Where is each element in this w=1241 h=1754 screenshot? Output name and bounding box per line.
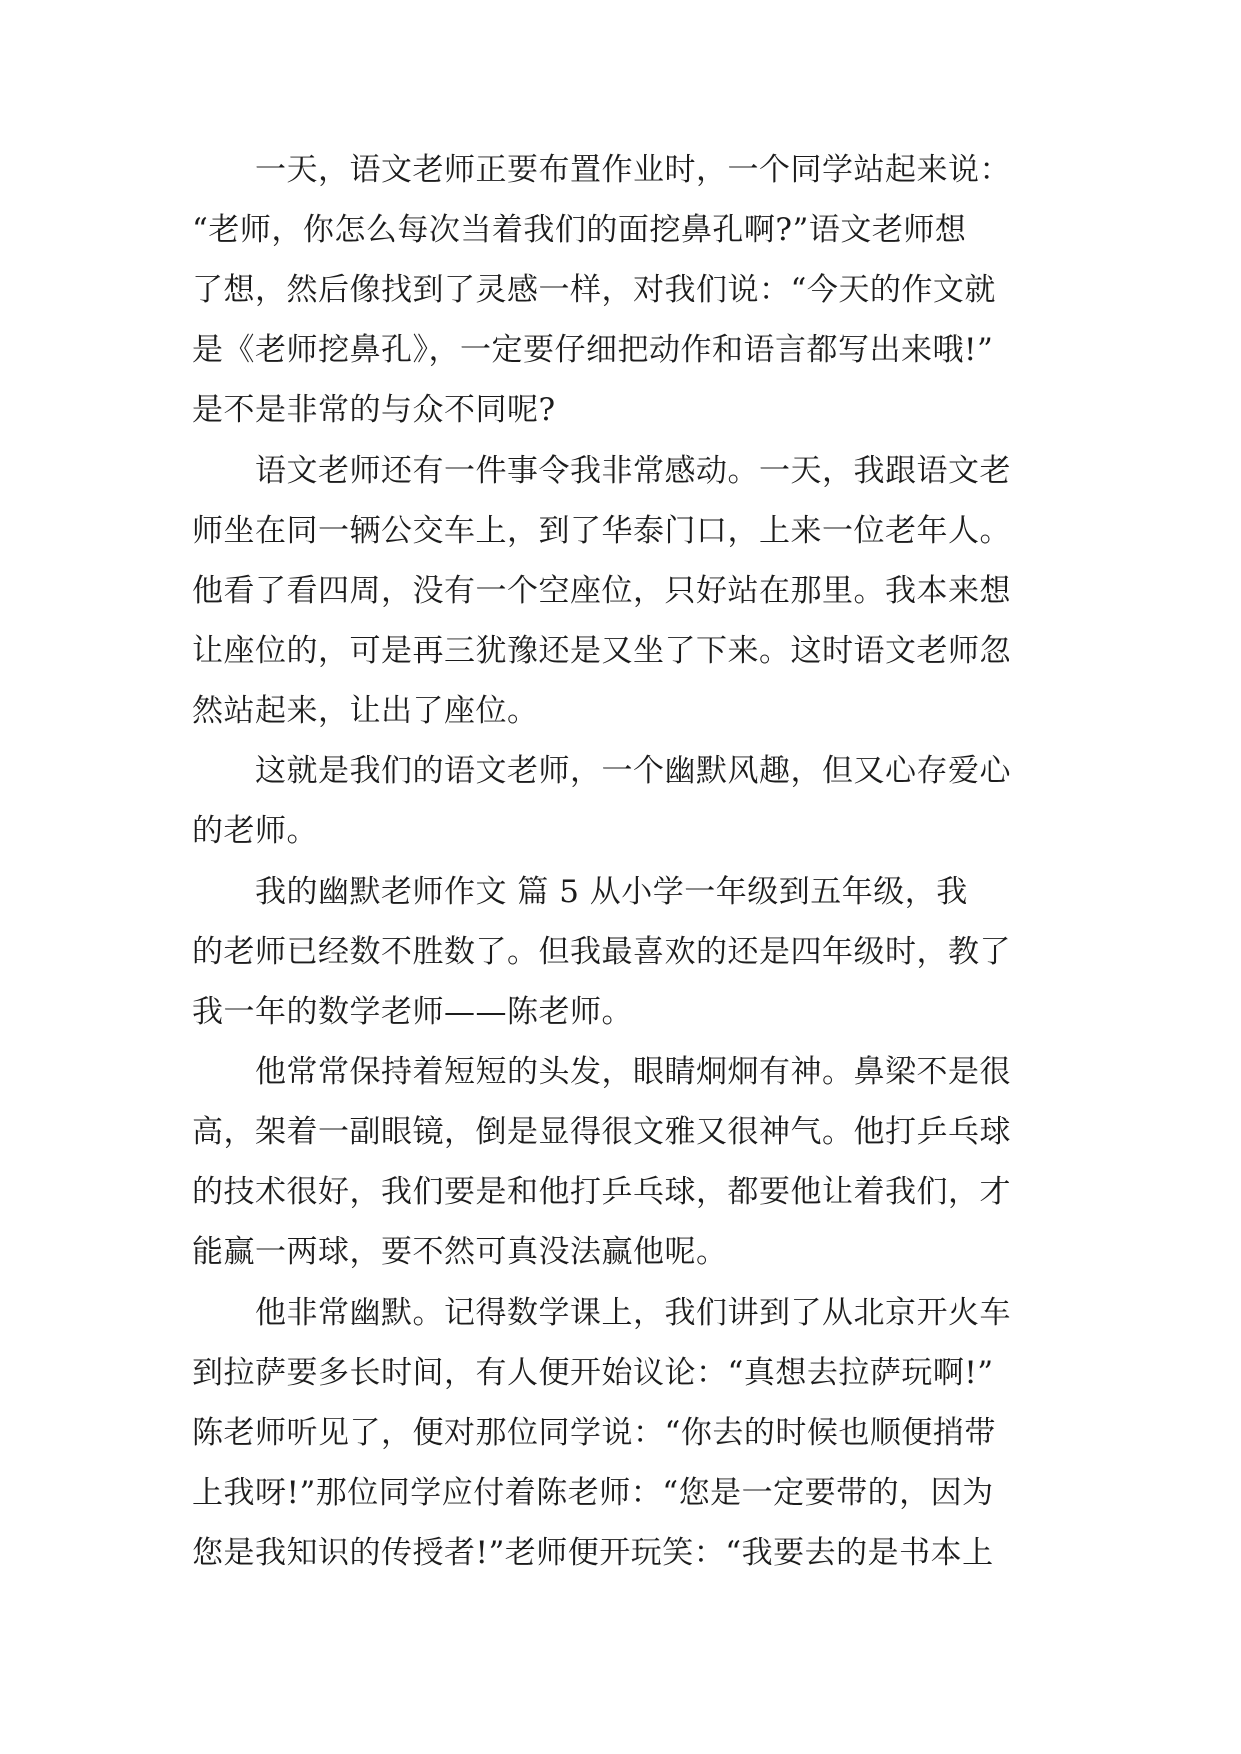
text-line: 高，架着一副眼镜，倒是显得很文雅又很神气。他打乒乓球: [192, 1114, 1011, 1150]
text-line: 能赢一两球，要不然可真没法赢他呢。: [192, 1234, 728, 1270]
text-line: 让座位的，可是再三犹豫还是又坐了下来。这时语文老师忽: [192, 633, 1011, 669]
section-heading-line: 我的幽默老师作文 篇 5 从小学一年级到五年级，我: [255, 874, 968, 910]
text-line: 他非常幽默。记得数学课上，我们讲到了从北京开火车: [255, 1295, 1011, 1331]
text-line: 他常常保持着短短的头发，眼睛炯炯有神。鼻梁不是很: [255, 1054, 1011, 1090]
text-line: 语文老师还有一件事令我非常感动。一天，我跟语文老: [255, 453, 1011, 489]
text-line: 是《老师挖鼻孔》，一定要仔细把动作和语言都写出来哦!”: [192, 332, 994, 368]
text-line: 然站起来，让出了座位。: [192, 693, 539, 729]
text-line: 陈老师听见了，便对那位同学说：“你去的时候也顺便捎带: [192, 1415, 996, 1451]
text-line: 的老师已经数不胜数了。但我最喜欢的还是四年级时，教了: [192, 934, 1011, 970]
text-line: 了想，然后像找到了灵感一样，对我们说：“今天的作文就: [192, 272, 996, 308]
text-line: 我一年的数学老师——陈老师。: [192, 994, 633, 1030]
text-line: 的技术很好，我们要是和他打乒乓球，都要他让着我们，才: [192, 1174, 1011, 1210]
text-line: 上我呀!”那位同学应付着陈老师：“您是一定要带的，因为: [192, 1475, 994, 1511]
text-line: “老师，你怎么每次当着我们的面挖鼻孔啊?”语文老师想: [192, 212, 967, 248]
text-line: 是不是非常的与众不同呢?: [192, 392, 556, 428]
text-line: 这就是我们的语文老师，一个幽默风趣，但又心存爱心: [255, 753, 1011, 789]
text-line: 到拉萨要多长时间，有人便开始议论：“真想去拉萨玩啊!”: [192, 1355, 994, 1391]
text-line: 他看了看四周，没有一个空座位，只好站在那里。我本来想: [192, 573, 1011, 609]
text-line: 一天，语文老师正要布置作业时，一个同学站起来说：: [255, 152, 1011, 188]
text-line: 的老师。: [192, 813, 318, 849]
text-line: 您是我知识的传授者!”老师便开玩笑：“我要去的是书本上: [192, 1535, 994, 1571]
text-line: 师坐在同一辆公交车上，到了华泰门口，上来一位老年人。: [192, 513, 1011, 549]
